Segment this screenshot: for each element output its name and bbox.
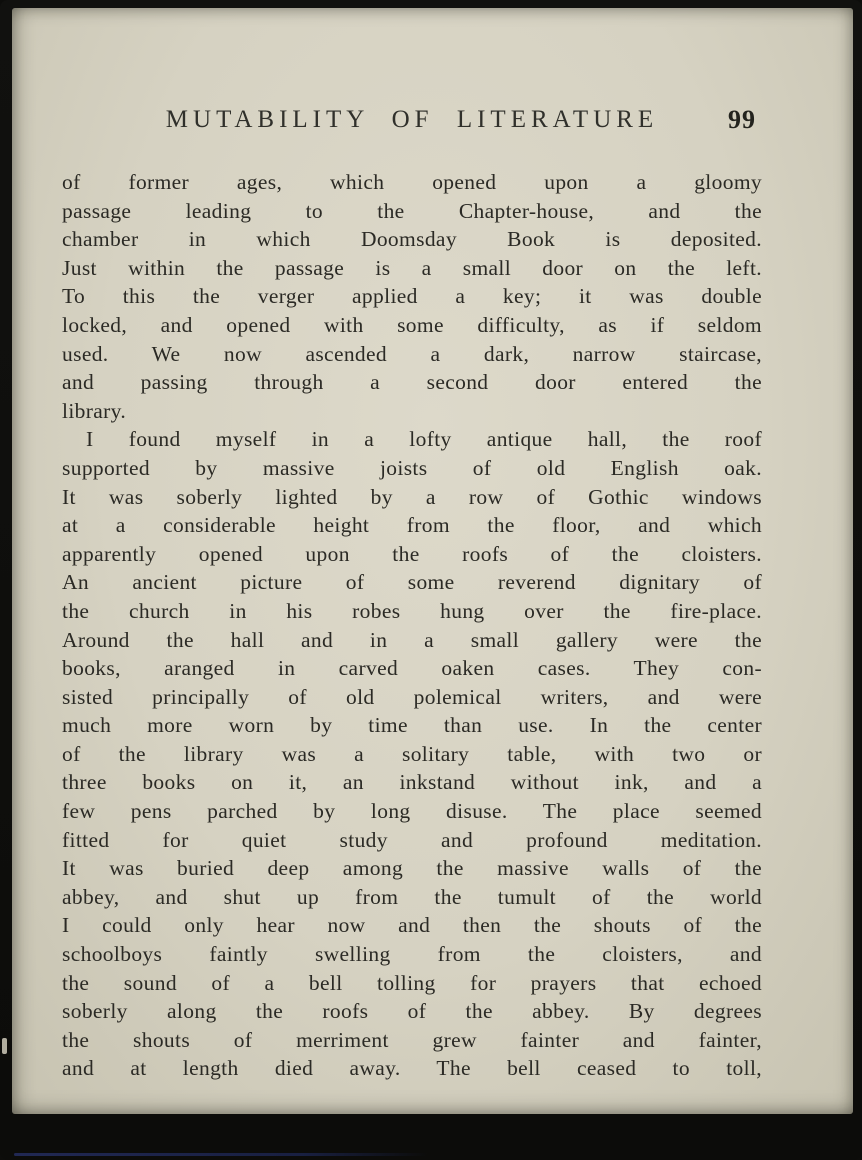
text-line: and passing through a second door entered the (62, 370, 762, 395)
book-page (12, 8, 853, 1114)
text-line: three books on it, an inkstand without ink, and a (62, 770, 762, 795)
text-line: few pens parched by long disuse. The place seemed (62, 799, 762, 824)
text-line: used. We now ascended a dark, narrow staircase, (62, 341, 762, 366)
text-line: soberly along the roofs of the abbey. By degrees (62, 999, 762, 1024)
text-line: It was soberly lighted by a row of Gothic windows (62, 484, 762, 509)
text-line: library. (62, 398, 127, 423)
text-line: abbey, and shut up from the tumult of the world (62, 884, 762, 909)
text-line: apparently opened upon the roofs of the cloisters. (62, 541, 762, 566)
text-line: the shouts of merriment grew fainter and fainter, (62, 1027, 762, 1052)
text-line: An ancient picture of some reverend dignitary of (62, 570, 762, 595)
text-line: fitted for quiet study and profound meditation. (62, 827, 762, 852)
text-line: Just within the passage is a small door on the left. (62, 255, 762, 280)
text-line: It was buried deep among the massive walls of the (62, 856, 762, 881)
text-line: much more worn by time than use. In the center (62, 713, 762, 738)
text-line: supported by massive joists of old English oak. (62, 455, 762, 480)
text-line: I found myself in a lofty antique hall, the roof (86, 427, 762, 452)
text-line: chamber in which Doomsday Book is deposited. (62, 227, 762, 252)
text-line: sisted principally of old polemical writers, and were (62, 684, 762, 709)
text-line: the sound of a bell tolling for prayers that echoed (62, 970, 762, 995)
text-line: locked, and opened with some difficulty, as if seldom (62, 312, 762, 337)
page-content (62, 106, 762, 1083)
text-line: and at length died away. The bell ceased to toll, (62, 1056, 762, 1081)
page-text (62, 168, 762, 1083)
text-line: books, aranged in carved oaken cases. They con- (62, 656, 762, 681)
text-line: To this the verger applied a key; it was double (62, 284, 762, 309)
text-line: at a considerable height from the floor, and which (62, 513, 762, 538)
text-line: of former ages, which opened upon a gloomy (62, 170, 762, 194)
text-line: the church in his robes hung over the fire-place. (62, 598, 762, 623)
page-header (62, 106, 762, 140)
text-line: passage leading to the Chapter-house, and the (62, 198, 762, 223)
bottom-edge-highlight (14, 1153, 428, 1156)
page-title: MUTABILITY OF LITERATURE (165, 106, 659, 133)
text-line: I could only hear now and then the shouts of the (62, 913, 762, 938)
text-line: of the library was a solitary table, with two or (62, 741, 762, 766)
page-number: 99 (728, 105, 756, 134)
spine-mark (2, 1038, 7, 1054)
text-line: schoolboys faintly swelling from the cloisters, and (62, 942, 762, 967)
text-line: Around the hall and in a small gallery were the (62, 627, 762, 652)
